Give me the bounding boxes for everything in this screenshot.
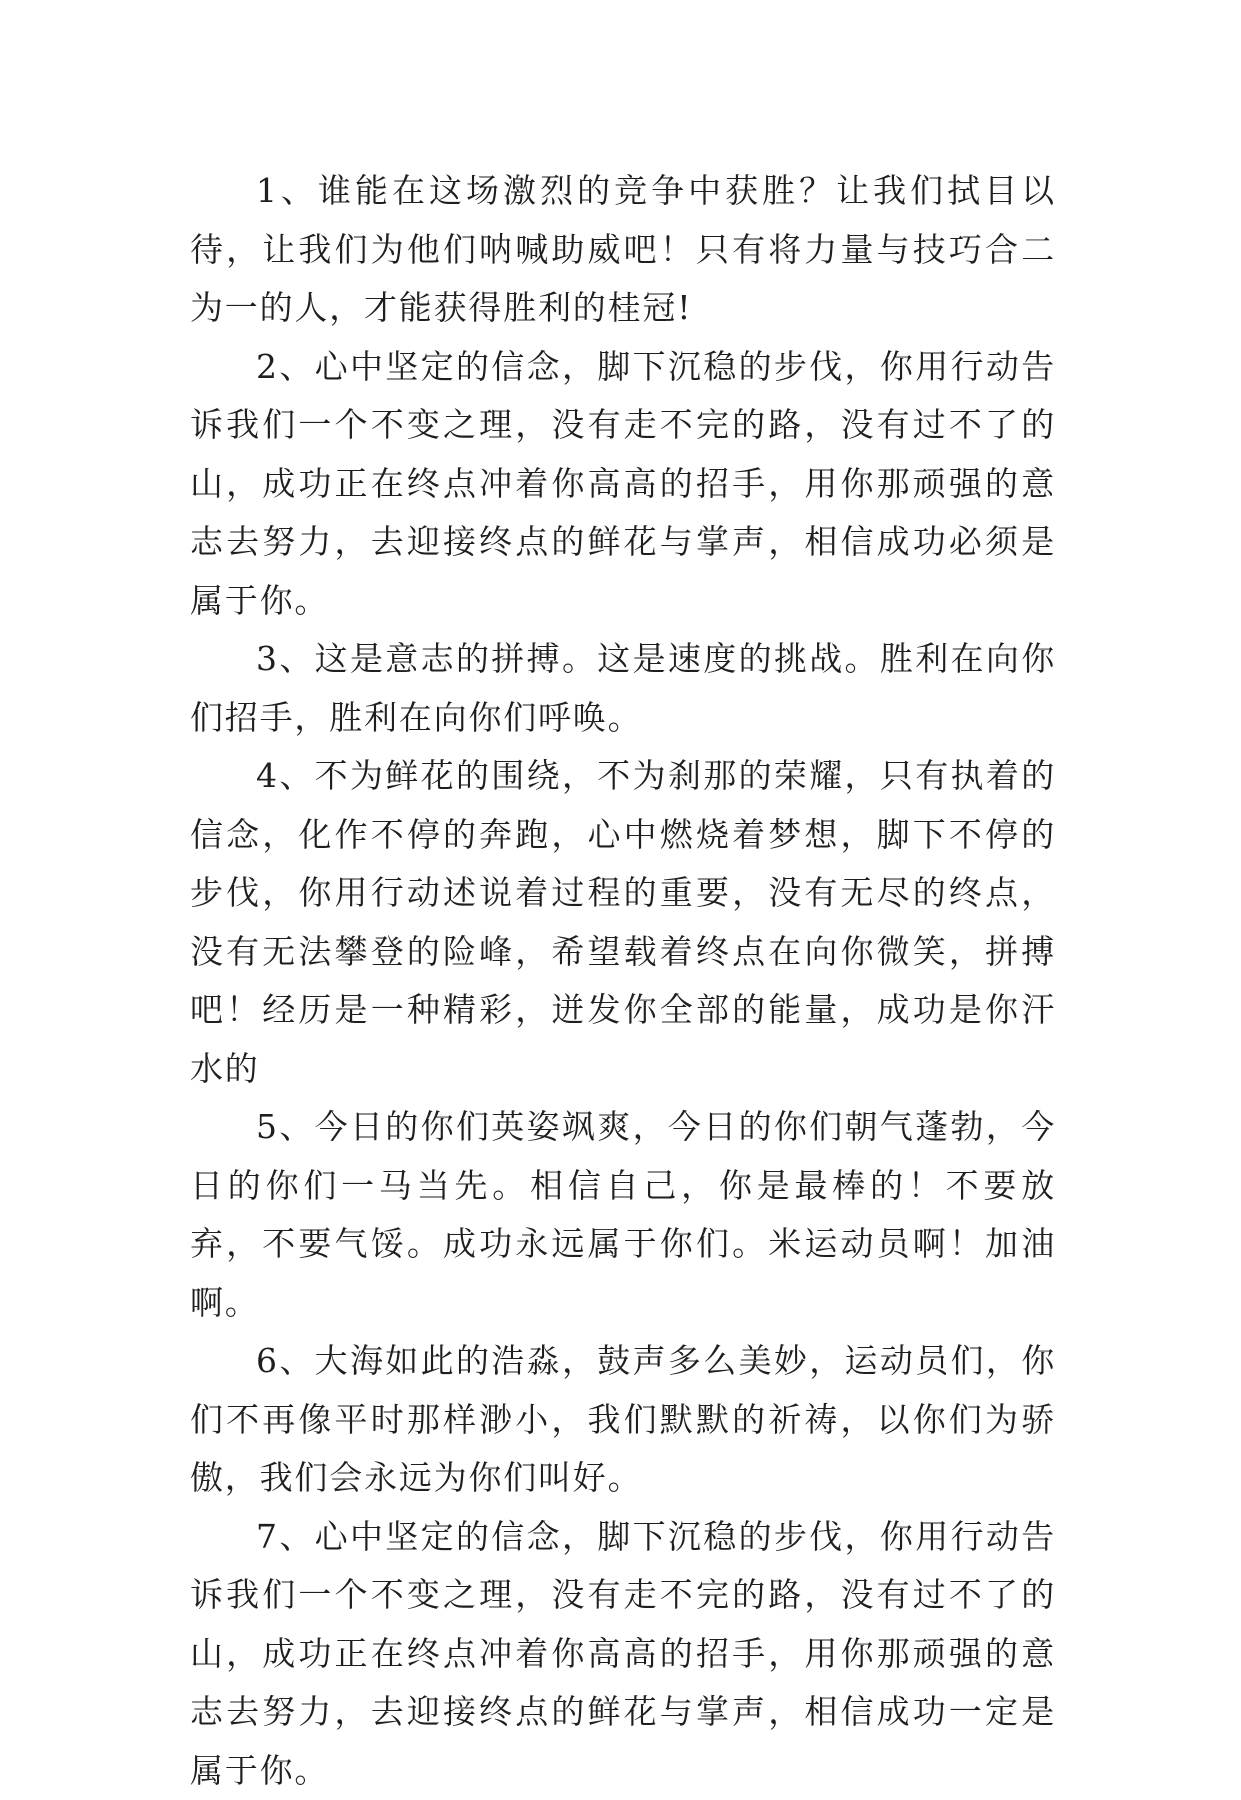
document-body: [190, 162, 1056, 1800]
paragraph-7: 7、心中坚定的信念，脚下沉稳的步伐，你用行动告诉我们一个不变之理，没有走不完的路，没有过不了的山，成功正在终点冲着你高高的招手，用你那顽强的意志去努力，去迎接终点的鲜花与掌声，相信成功一定是属于你。: [190, 1508, 1056, 1800]
paragraph-2: 2、心中坚定的信念，脚下沉稳的步伐，你用行动告诉我们一个不变之理，没有走不完的路，没有过不了的山，成功正在终点冲着你高高的招手，用你那顽强的意志去努力，去迎接终点的鲜花与掌声，相信成功必须是属于你。: [190, 338, 1056, 631]
paragraph-1: 1、谁能在这场激烈的竞争中获胜？让我们拭目以待，让我们为他们呐喊助威吧！只有将力量与技巧合二为一的人，才能获得胜利的桂冠!: [190, 162, 1056, 338]
paragraph-4: 4、不为鲜花的围绕，不为刹那的荣耀，只有执着的信念，化作不停的奔跑，心中燃烧着梦想，脚下不停的步伐，你用行动述说着过程的重要，没有无尽的终点，没有无法攀登的险峰，希望载着终点在向你微笑，拼搏吧！经历是一种精彩，迸发你全部的能量，成功是你汗水的: [190, 747, 1056, 1098]
paragraph-5: 5、今日的你们英姿飒爽，今日的你们朝气蓬勃，今日的你们一马当先。相信自己，你是最棒的！不要放弃，不要气馁。成功永远属于你们。米运动员啊！加油啊。: [190, 1098, 1056, 1332]
paragraph-6: 6、大海如此的浩淼，鼓声多么美妙，运动员们，你们不再像平时那样渺小，我们默默的祈祷，以你们为骄傲，我们会永远为你们叫好。: [190, 1332, 1056, 1508]
paragraph-3: 3、这是意志的拼搏。这是速度的挑战。胜利在向你们招手，胜利在向你们呼唤。: [190, 630, 1056, 747]
